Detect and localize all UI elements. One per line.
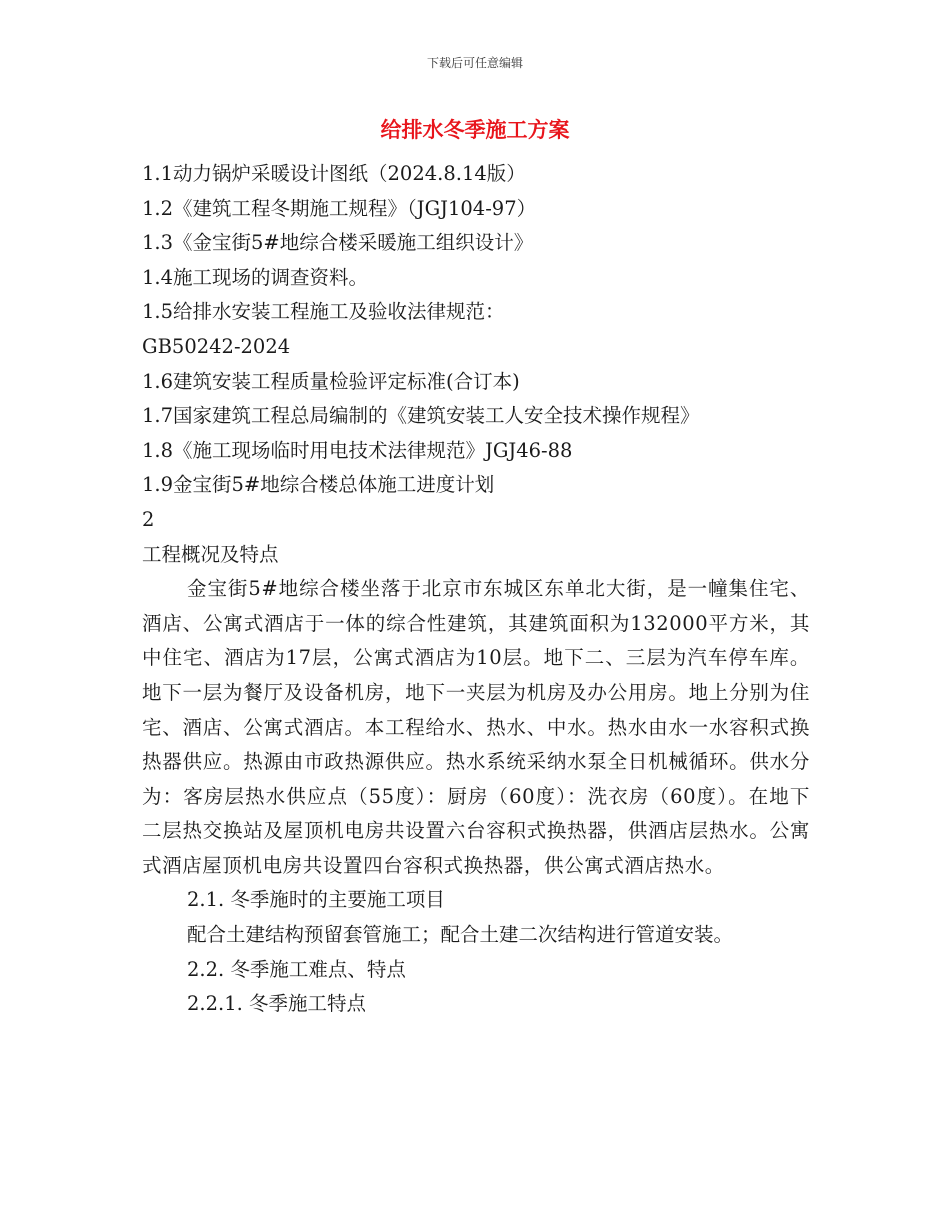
section-2-1-heading: 2.1. 冬季施时的主要施工项目	[187, 888, 445, 912]
document-title: 给排水冬季施工方案	[380, 118, 570, 142]
reference-item-1-6: 1.6建筑安装工程质量检验评定标准(合订本)	[142, 369, 520, 393]
reference-item-1-2: 1.2《建筑工程冬期施工规程》（JGJ104-97）	[142, 196, 537, 220]
section-2-2-1-heading: 2.2.1. 冬季施工特点	[187, 992, 367, 1016]
reference-item-1-5-code: GB50242-2024	[142, 334, 291, 358]
reference-item-1-7: 1.7国家建筑工程总局编制的《建筑安装工人安全技术操作规程》	[142, 404, 700, 428]
section-2-1-text: 配合土建结构预留套管施工；配合土建二次结构进行管道安装。	[187, 923, 734, 947]
section-2-number: 2	[142, 507, 155, 531]
reference-item-1-9: 1.9金宝街5#地综合楼总体施工进度计划	[142, 473, 495, 497]
reference-item-1-4: 1.4施工现场的调查资料。	[142, 265, 369, 289]
section-2-title: 工程概况及特点	[142, 542, 279, 566]
overview-paragraph: 金宝街5#地综合楼坐落于北京市东城区东单北大街，是一幢集住宅、酒店、公寓式酒店于一体的综合性建筑，其建筑面积为132000平方米，其中住宅、酒店为17层，公寓式酒店为10层。地下二、三层为汽车停车库。地下一层为餐厅及设备机房，地下一夹层为机房及办公用房。地上分别为住宅、酒店、公寓式酒店。本工程给水、热水、中水。热水由水一水容积式换热器供应。热源由市政热源供应。热水系统采纳水泵全日机械循环。供水分为：客房层热水供应点（55度）：厨房（60度）：洗衣房（60度）。在地下二层热交换站及屋顶机电房共设置六台容积式换热器，供酒店层热水。公寓式酒店屋顶机电房共设置四台容积式换热器，供公寓式酒店热水。	[142, 577, 810, 877]
reference-item-1-1: 1.1动力锅炉采暖设计图纸（2024.8.14版）	[142, 162, 526, 185]
header-note: 下载后可任意编辑	[426, 56, 523, 70]
reference-item-1-8: 1.8《施工现场临时用电技术法律规范》JGJ46-88	[142, 438, 573, 462]
reference-item-1-3: 1.3《金宝街5#地综合楼采暖施工组织设计》	[142, 231, 534, 255]
reference-item-1-5: 1.5给排水安装工程施工及验收法律规范：	[142, 300, 505, 324]
document-body	[142, 157, 810, 1022]
section-2-2-heading: 2.2. 冬季施工难点、特点	[187, 957, 406, 981]
